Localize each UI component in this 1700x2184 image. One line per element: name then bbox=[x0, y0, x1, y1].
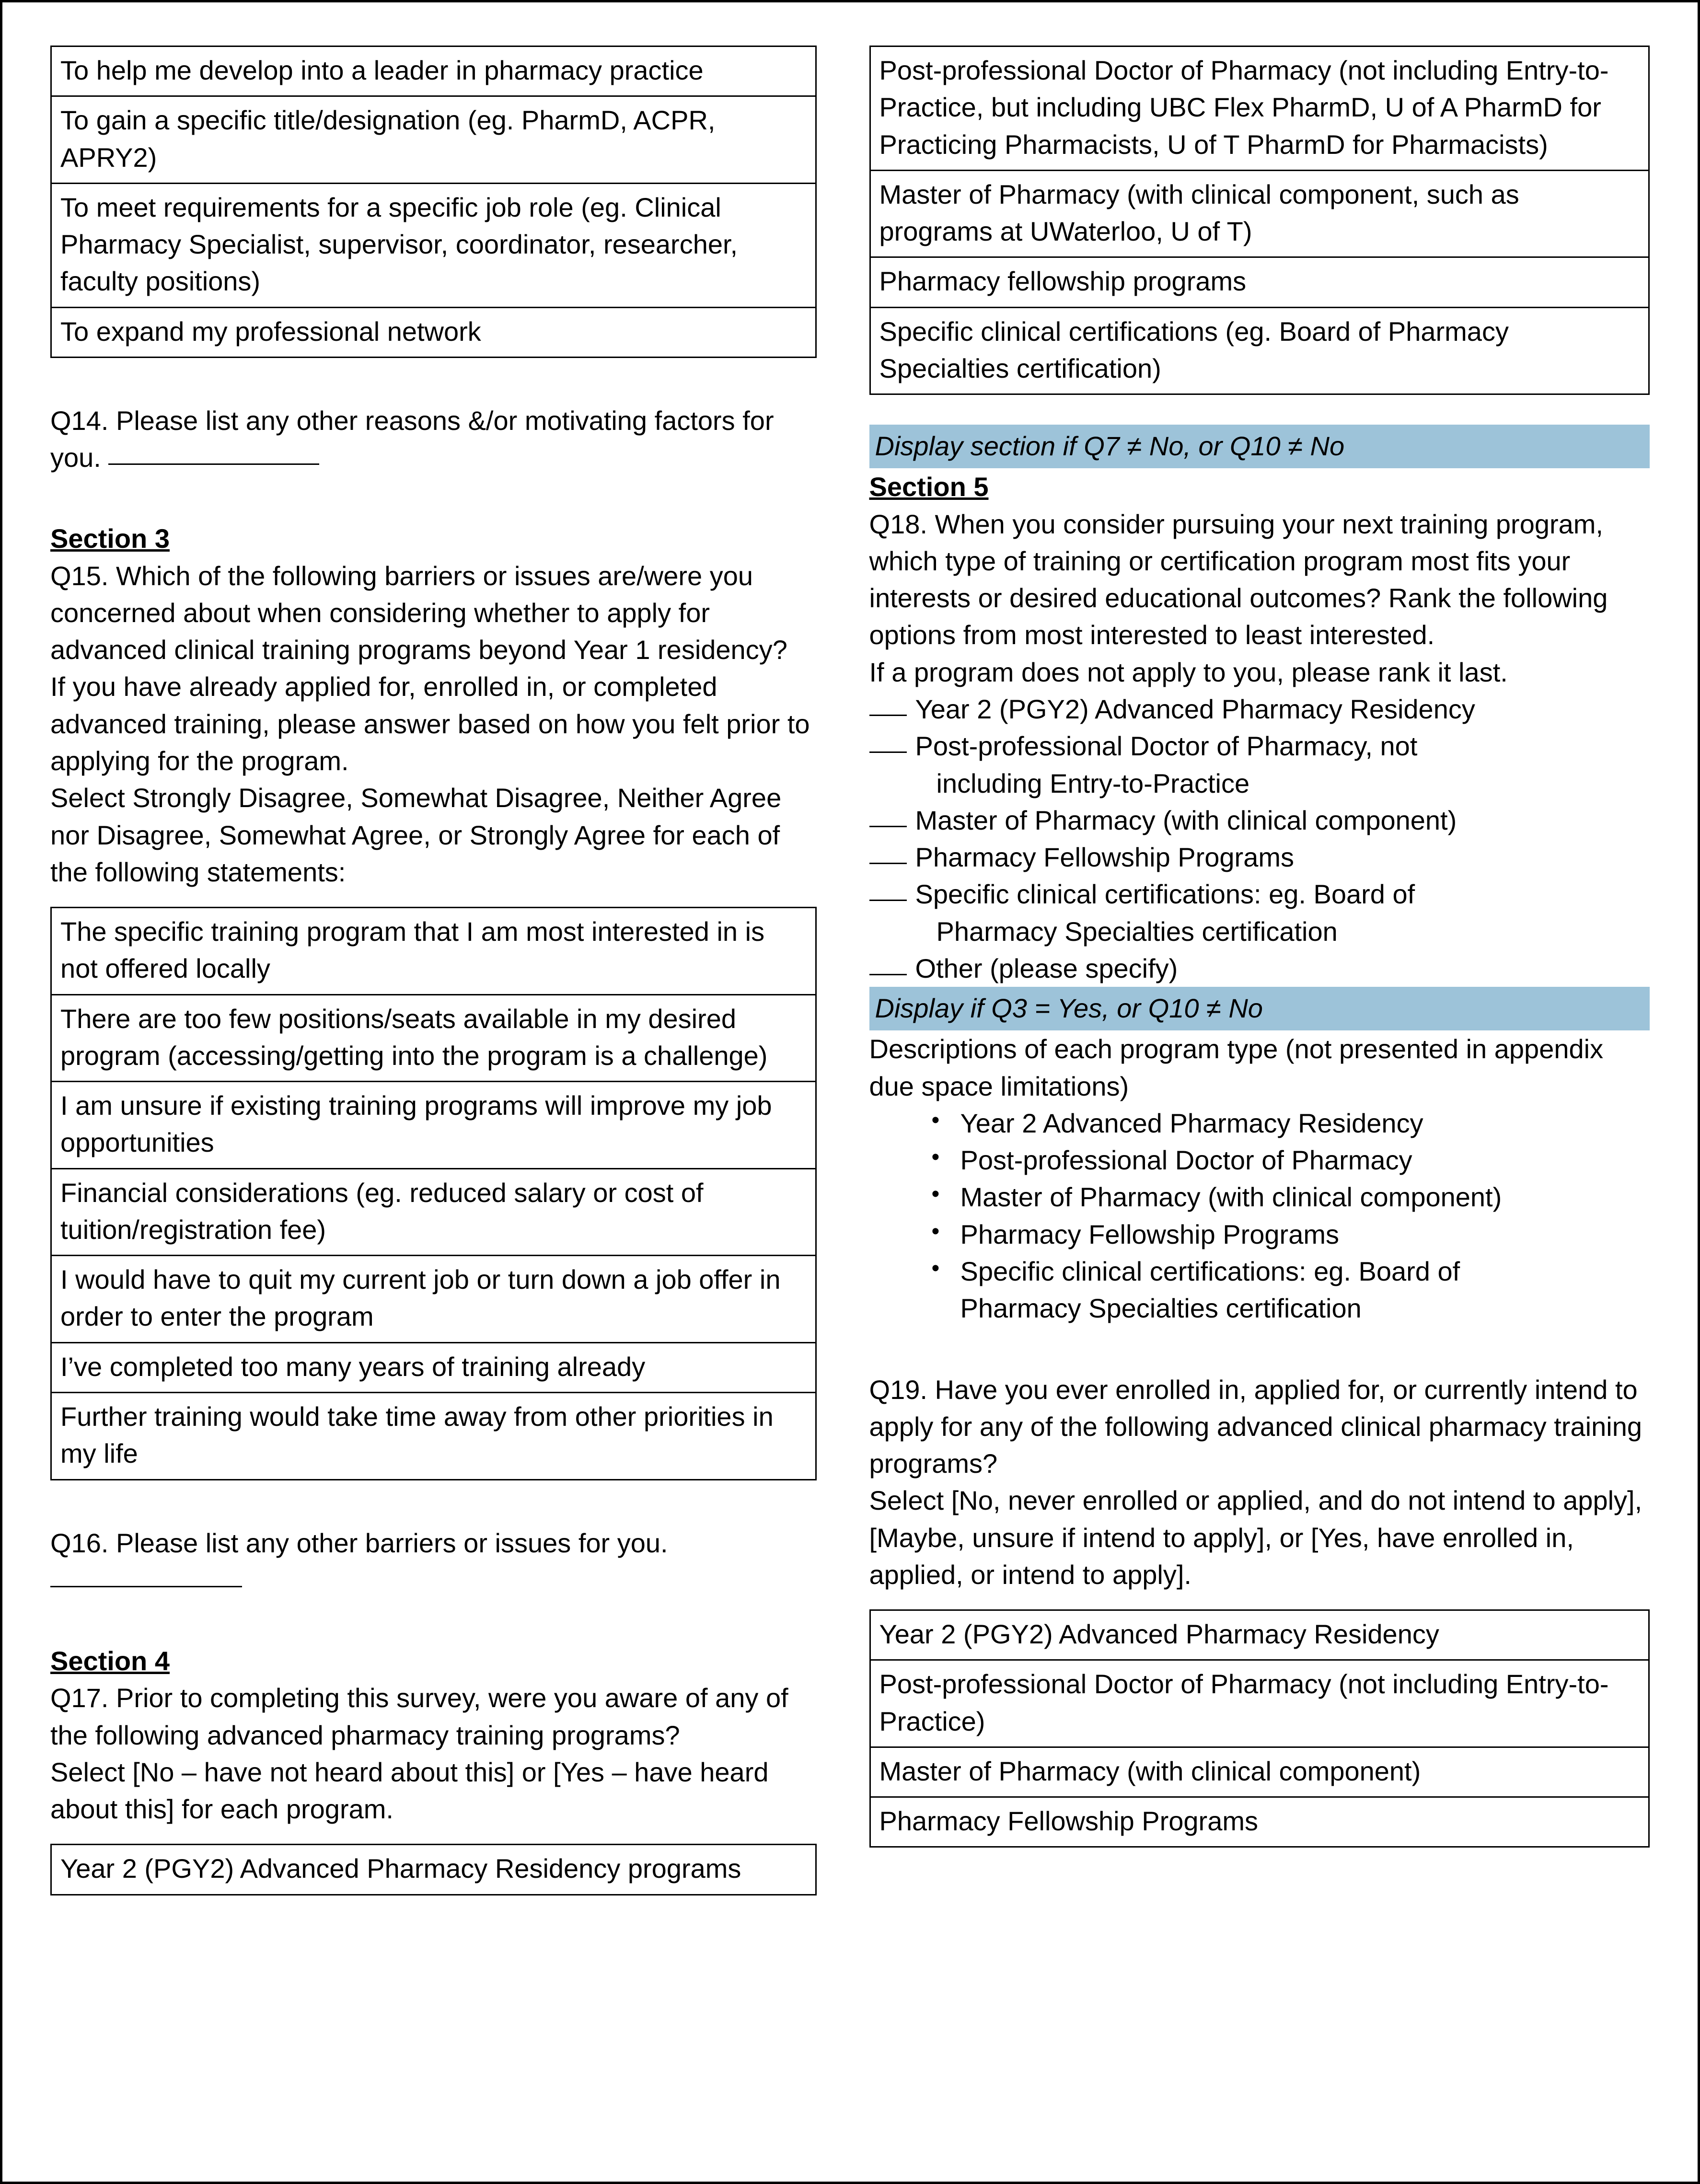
spacer bbox=[50, 890, 817, 907]
question-q15-part2: If you have already applied for, enrolled in, or completed advanced training, please answer based on how you felt prior to applying for the program. bbox=[50, 671, 810, 776]
bullet-label: Year 2 Advanced Pharmacy Residency bbox=[960, 1108, 1423, 1138]
rank-label-cont: Pharmacy Specialties certification bbox=[936, 916, 1338, 947]
q17-options-table-continued bbox=[869, 46, 1650, 395]
spacer bbox=[50, 358, 817, 402]
table-row[interactable]: Year 2 (PGY2) Advanced Pharmacy Residency programs bbox=[52, 1845, 815, 1895]
question-q18-part1: Q18. When you consider pursuing your next training program, which type of training or certification program most fits your interests or desired educational outcomes? Rank the following options from most interested to least interested. bbox=[869, 508, 1608, 650]
rank-item[interactable] bbox=[869, 876, 1650, 950]
bullet-label: Specific clinical certifications: eg. Board of bbox=[960, 1256, 1460, 1286]
table-row[interactable]: Further training would take time away from other priorities in my life bbox=[52, 1393, 815, 1480]
table-row[interactable]: Master of Pharmacy (with clinical component, such as programs at UWaterloo, U of T) bbox=[871, 171, 1648, 258]
rank-blank[interactable] bbox=[869, 826, 907, 827]
rank-label: Specific clinical certifications: eg. Board of bbox=[915, 879, 1415, 910]
rank-blank[interactable] bbox=[869, 863, 907, 864]
rank-blank[interactable] bbox=[869, 715, 907, 716]
rank-label: Master of Pharmacy (with clinical component) bbox=[915, 805, 1457, 835]
spacer bbox=[50, 1480, 817, 1525]
spacer bbox=[869, 1327, 1650, 1371]
section-4-heading: Section 4 bbox=[50, 1646, 170, 1676]
list-item bbox=[932, 1105, 1650, 1142]
right-column bbox=[850, 46, 1650, 2153]
table-row[interactable]: The specific training program that I am most interested in is not offered locally bbox=[52, 908, 815, 995]
rank-item[interactable] bbox=[869, 839, 1650, 876]
rank-label-cont: including Entry-to-Practice bbox=[936, 768, 1250, 798]
question-q19-part1: Q19. Have you ever enrolled in, applied for, or currently intend to apply for any of the following advanced clinical pharmacy training programs? bbox=[869, 1374, 1642, 1479]
rank-item[interactable] bbox=[869, 728, 1650, 802]
motivation-options-table bbox=[50, 46, 817, 358]
q17-options-table bbox=[50, 1844, 817, 1895]
rank-label: Pharmacy Fellowship Programs bbox=[915, 842, 1294, 873]
table-row[interactable]: Pharmacy fellowship programs bbox=[871, 258, 1648, 308]
spacer bbox=[869, 395, 1650, 425]
descriptions-intro: Descriptions of each program type (not presented in appendix due space limitations) bbox=[869, 1034, 1604, 1101]
table-row[interactable]: To meet requirements for a specific job role (eg. Clinical Pharmacy Specialist, supervisor, coordinator, researcher, faculty positions) bbox=[52, 184, 815, 308]
two-column-layout bbox=[2, 2, 1698, 2182]
rank-item[interactable] bbox=[869, 691, 1650, 728]
question-q14 bbox=[50, 402, 817, 476]
q14-text: Q14. Please list any other reasons &/or motivating factors for you. bbox=[50, 405, 774, 473]
question-q15-part3: Select Strongly Disagree, Somewhat Disagree, Neither Agree nor Disagree, Somewhat Agree, or Strongly Agree for each of the following statements: bbox=[50, 783, 782, 887]
question-q19-part2: Select [No, never enrolled or applied, and do not intend to apply], [Maybe, unsure if intend to apply], or [Yes, have enrolled in, applied, or intend to apply]. bbox=[869, 1485, 1642, 1590]
bullet-label: Master of Pharmacy (with clinical component) bbox=[960, 1182, 1502, 1213]
table-row[interactable]: To help me develop into a leader in pharmacy practice bbox=[52, 47, 815, 97]
rank-item[interactable] bbox=[869, 950, 1650, 987]
bullet-label: Post-professional Doctor of Pharmacy bbox=[960, 1145, 1412, 1176]
q18-rank-options bbox=[869, 691, 1650, 987]
table-row[interactable]: I’ve completed too many years of training already bbox=[52, 1343, 815, 1393]
rank-label: Other (please specify) bbox=[915, 953, 1178, 983]
rank-item[interactable] bbox=[869, 802, 1650, 839]
rank-blank[interactable] bbox=[869, 900, 907, 901]
spacer bbox=[50, 1827, 817, 1844]
left-column bbox=[50, 46, 850, 2153]
bullet-label: Pharmacy Fellowship Programs bbox=[960, 1219, 1339, 1249]
table-row[interactable]: Pharmacy Fellowship Programs bbox=[871, 1798, 1648, 1848]
spacer bbox=[50, 1598, 817, 1642]
section-5-heading: Section 5 bbox=[869, 472, 989, 502]
table-row[interactable]: I am unsure if existing training programs will improve my job opportunities bbox=[52, 1082, 815, 1169]
table-row[interactable]: Post-professional Doctor of Pharmacy (not including Entry-to-Practice, but including UBC Flex PharmD, U of A PharmD for Practicing Pharmacists, U of T PharmD for Pharmacists) bbox=[871, 47, 1648, 171]
spacer bbox=[869, 1593, 1650, 1609]
question-q17-part2: Select [No – have not heard about this] or [Yes – have heard about this] for each program. bbox=[50, 1756, 769, 1825]
barrier-options-table bbox=[50, 907, 817, 1480]
table-row[interactable]: I would have to quit my current job or turn down a job offer in order to enter the program bbox=[52, 1256, 815, 1343]
rank-blank[interactable] bbox=[869, 974, 907, 975]
q14-answer-blank[interactable] bbox=[108, 463, 319, 465]
question-q18-part2: If a program does not apply to you, please rank it last. bbox=[869, 657, 1508, 687]
display-logic-banner-1: Display section if Q7 ≠ No, or Q10 ≠ No bbox=[869, 425, 1650, 468]
section-3-heading: Section 3 bbox=[50, 523, 170, 554]
question-q17-part1: Q17. Prior to completing this survey, were you aware of any of the following advanced pharmacy training programs? bbox=[50, 1683, 788, 1750]
display-logic-banner-2: Display if Q3 = Yes, or Q10 ≠ No bbox=[869, 987, 1650, 1030]
question-q15-part1: Q15. Which of the following barriers or issues are/were you concerned about when considering whether to apply for advanced clinical training programs beyond Year 1 residency? bbox=[50, 560, 787, 665]
list-item bbox=[932, 1216, 1650, 1253]
q16-answer-line bbox=[50, 1561, 817, 1598]
table-row[interactable]: Year 2 (PGY2) Advanced Pharmacy Residency bbox=[871, 1611, 1648, 1661]
list-item bbox=[932, 1253, 1650, 1327]
rank-label: Year 2 (PGY2) Advanced Pharmacy Residency bbox=[915, 693, 1475, 724]
rank-blank[interactable] bbox=[869, 751, 907, 753]
rank-label: Post-professional Doctor of Pharmacy, not bbox=[915, 731, 1418, 762]
table-row[interactable]: To gain a specific title/designation (eg. PharmD, ACPR, APRY2) bbox=[52, 97, 815, 184]
list-item bbox=[932, 1142, 1650, 1179]
table-row[interactable]: There are too few positions/seats available in my desired program (accessing/getting into the program is a challenge) bbox=[52, 995, 815, 1083]
table-row[interactable]: Specific clinical certifications (eg. Board of Pharmacy Specialties certification) bbox=[871, 308, 1648, 395]
q16-answer-blank[interactable] bbox=[50, 1586, 242, 1587]
table-row[interactable]: Post-professional Doctor of Pharmacy (not including Entry-to-Practice) bbox=[871, 1661, 1648, 1748]
list-item bbox=[932, 1179, 1650, 1215]
description-bullet-list bbox=[869, 1105, 1650, 1327]
table-row[interactable]: To expand my professional network bbox=[52, 308, 815, 358]
bullet-label-cont: Pharmacy Specialties certification bbox=[960, 1293, 1362, 1324]
q19-options-table bbox=[869, 1609, 1650, 1848]
question-q16: Q16. Please list any other barriers or issues for you. bbox=[50, 1527, 668, 1558]
spacer bbox=[50, 476, 817, 520]
table-row[interactable]: Financial considerations (eg. reduced salary or cost of tuition/registration fee) bbox=[52, 1169, 815, 1257]
table-row[interactable]: Master of Pharmacy (with clinical component) bbox=[871, 1748, 1648, 1798]
